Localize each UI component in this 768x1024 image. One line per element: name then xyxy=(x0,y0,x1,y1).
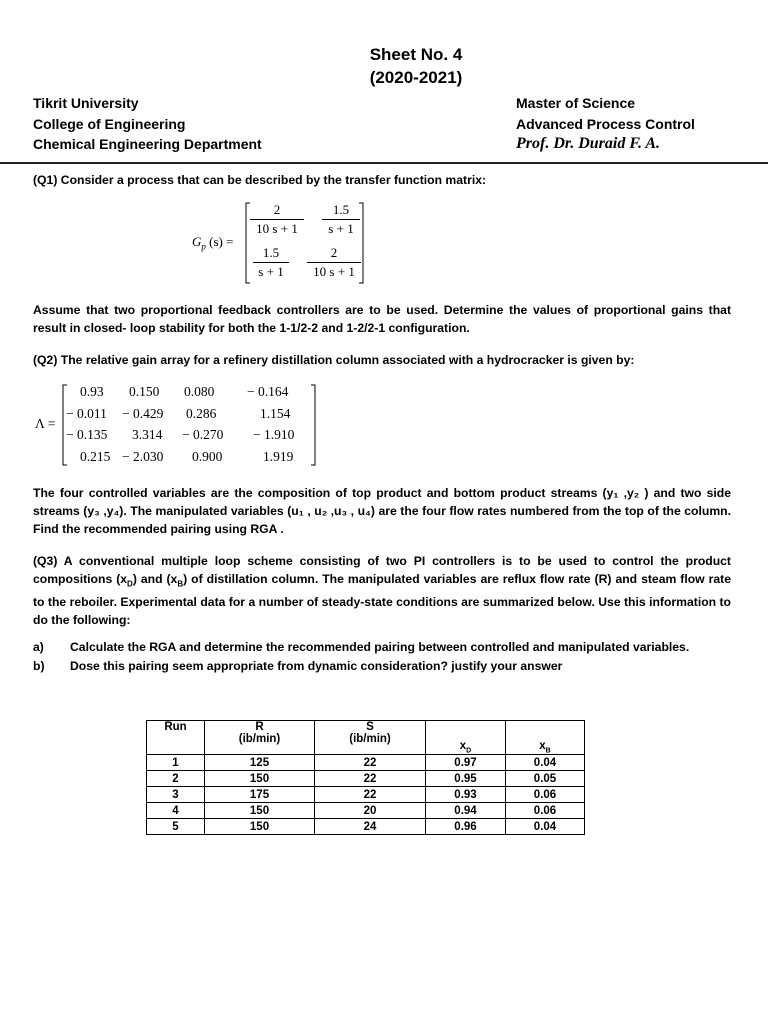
q3-item-b xyxy=(33,657,562,675)
table-row xyxy=(147,819,585,835)
q2-row xyxy=(66,406,306,428)
cell-run: 2 xyxy=(147,771,205,787)
q2-cell: 0.215 xyxy=(80,448,111,464)
q1-lhs xyxy=(192,234,233,252)
cell-r: 150 xyxy=(205,803,315,819)
q3-item-a xyxy=(33,638,689,656)
header-run: Run xyxy=(147,721,205,755)
table-row xyxy=(147,771,585,787)
steady-state-data-table xyxy=(146,720,585,835)
cell-run: 3 xyxy=(147,787,205,803)
q1-m22-num: 2 xyxy=(307,245,361,263)
cell-s: 22 xyxy=(315,771,426,787)
q1-m21 xyxy=(253,245,289,280)
q2-cell: − 2.030 xyxy=(122,448,164,464)
q2-cell: 3.314 xyxy=(132,427,163,442)
university-name: Tikrit University xyxy=(33,95,139,111)
q2-cell: − 1.910 xyxy=(253,427,295,442)
q1-m12-num: 1.5 xyxy=(322,202,360,220)
cell-xb: 0.05 xyxy=(506,771,585,787)
q2-intro: (Q2) The relative gain array for a refinery distillation column associated with a hydrocracker is given by: xyxy=(33,353,635,367)
header-r: R (ib/min) xyxy=(205,721,315,755)
q2-lambda: Λ = xyxy=(35,416,56,431)
q2-matrix xyxy=(66,384,306,470)
table-header-row xyxy=(147,721,585,755)
q2-cell: − 0.135 xyxy=(66,427,108,442)
q3-text-part: (Q3) A conventional multiple loop scheme consisting of two PI controllers is to be used to control the product compositions (x xyxy=(33,554,731,586)
cell-xd: 0.94 xyxy=(426,803,506,819)
cell-r: 175 xyxy=(205,787,315,803)
q1-intro: (Q1) Consider a process that can be described by the transfer function matrix: xyxy=(33,173,487,187)
cell-s: 20 xyxy=(315,803,426,819)
cell-xd: 0.97 xyxy=(426,755,506,771)
q3-item-marker: a) xyxy=(33,640,44,654)
cell-xb: 0.04 xyxy=(506,819,585,835)
q1-m11-den: 10 s + 1 xyxy=(256,221,298,236)
cell-run: 1 xyxy=(147,755,205,771)
q1-lhs-arg: (s) = xyxy=(209,234,234,249)
q2-cell: 0.286 xyxy=(186,405,217,421)
cell-xb: 0.04 xyxy=(506,755,585,771)
q3-item-marker: b) xyxy=(33,659,45,673)
q3-question xyxy=(33,552,731,629)
cell-r: 150 xyxy=(205,771,315,787)
q2-cell: 1.154 xyxy=(260,405,291,421)
q2-cell: 0.150 xyxy=(129,384,160,399)
cell-s: 22 xyxy=(315,787,426,803)
q3-sub-d: D xyxy=(127,579,133,589)
q2-cell: − 0.011 xyxy=(66,405,107,421)
table-row xyxy=(147,787,585,803)
institution-block xyxy=(33,93,262,155)
q1-m21-den: s + 1 xyxy=(258,264,284,279)
q2-row xyxy=(66,427,306,449)
header-divider xyxy=(0,162,768,164)
cell-r: 150 xyxy=(205,819,315,835)
q2-cell: − 0.429 xyxy=(122,405,164,421)
q1-m22 xyxy=(307,245,361,280)
table-row xyxy=(147,755,585,771)
q1-lhs-symbol: G xyxy=(192,234,202,249)
q1-m11-num: 2 xyxy=(250,202,304,220)
q3-item-text: Calculate the RGA and determine the recommended pairing between controlled and manipulated variables. xyxy=(70,640,690,654)
q1-m12 xyxy=(322,202,360,237)
q1-m21-num: 1.5 xyxy=(253,245,289,263)
q3-text-part: ) of distillation column. The manipulated variables are reflux flow rate (R) and steam flow rate to the reboiler. Experimental data for a number of steady-state conditions are summarized below. Use this information to do the following: xyxy=(33,572,731,628)
cell-run: 4 xyxy=(147,803,205,819)
header-s: S (ib/min) xyxy=(315,721,426,755)
course-name: Advanced Process Control xyxy=(516,115,695,132)
q2-cell: − 0.164 xyxy=(247,384,289,399)
table-row xyxy=(147,803,585,819)
cell-s: 24 xyxy=(315,819,426,835)
q2-cell: − 0.270 xyxy=(182,427,224,442)
course-block xyxy=(516,93,695,155)
q3-item-text: Dose this pairing seem appropriate from dynamic consideration? justify your answer xyxy=(70,659,563,673)
cell-xd: 0.93 xyxy=(426,787,506,803)
cell-s: 22 xyxy=(315,755,426,771)
cell-run: 5 xyxy=(147,819,205,835)
department-name: Chemical Engineering Department xyxy=(33,136,262,152)
sheet-number: Sheet No. 4 xyxy=(369,45,463,64)
q2-row xyxy=(66,449,306,471)
q1-m12-den: s + 1 xyxy=(328,221,354,236)
college-name: College of Engineering xyxy=(33,115,186,132)
q1-question: Assume that two proportional feedback controllers are to be used. Determine the values of proportional gains that result in closed- loop stability for both the 1-1/2-2 and 1-2/2-1 configuration. xyxy=(33,303,731,335)
instructor-signature: Prof. Dr. Duraid F. A. xyxy=(516,135,661,152)
header-xb: $x_B$ xyxy=(506,721,585,755)
q1-lhs-sub: p xyxy=(201,241,206,252)
q2-cell: 1.919 xyxy=(263,448,294,464)
q3-sub-b: B xyxy=(177,579,184,589)
degree-name: Master of Science xyxy=(516,95,636,111)
q2-cell: 0.93 xyxy=(80,384,104,399)
header-xd: $x_D$ xyxy=(426,721,506,755)
q2-row xyxy=(66,384,306,406)
cell-xb: 0.06 xyxy=(506,803,585,819)
cell-xd: 0.95 xyxy=(426,771,506,787)
cell-xd: 0.96 xyxy=(426,819,506,835)
q3-text-part: ) and (x xyxy=(132,572,178,586)
q1-m22-den: 10 s + 1 xyxy=(313,264,355,279)
q2-cell: 0.900 xyxy=(192,448,223,464)
cell-xb: 0.06 xyxy=(506,787,585,803)
academic-year: (2020-2021) xyxy=(369,68,463,87)
cell-r: 125 xyxy=(205,755,315,771)
q2-cell: 0.080 xyxy=(184,384,215,399)
q1-m11 xyxy=(250,202,304,237)
q2-question: The four controlled variables are the composition of top product and bottom product streams (y₁ ,y₂ ) and two side streams (y₃ ,y₄). The manipulated variables (u₁ , u₂ ,u₃ , u₄) are the four flow rates numbered from the top of the column. Find the recommended pairing using RGA . xyxy=(33,486,731,536)
